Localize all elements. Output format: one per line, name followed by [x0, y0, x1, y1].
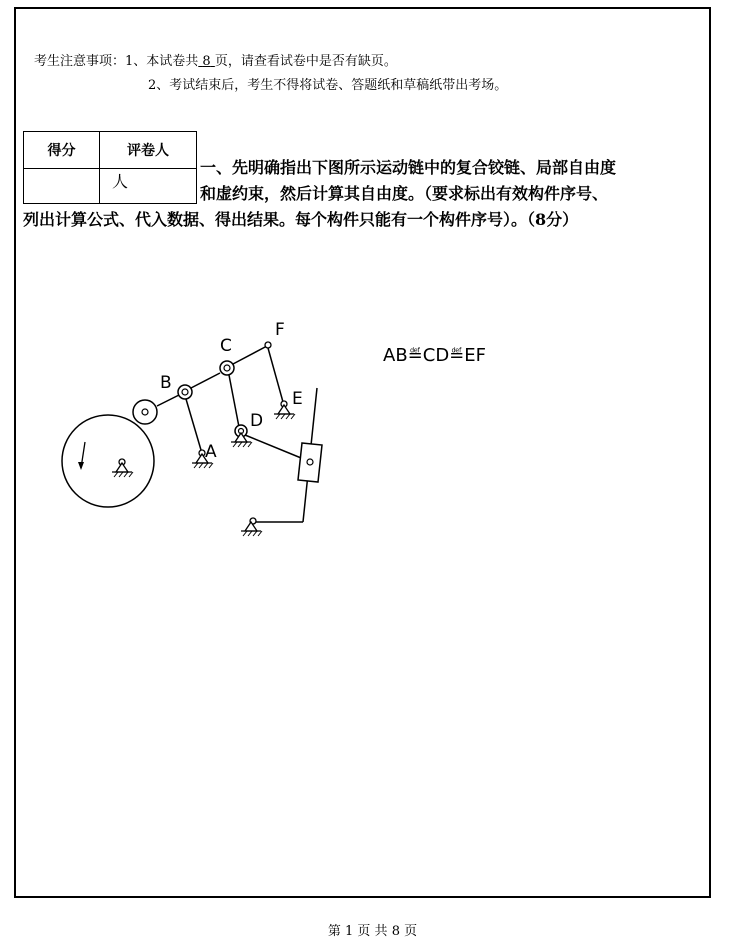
- grader-header: 评卷人: [100, 132, 197, 169]
- page-footer: 第 1 页 共 8 页: [327, 924, 418, 939]
- ground-bottom-icon: [241, 522, 262, 536]
- label-A: A: [205, 442, 217, 462]
- notice-suffix: 页，请查看试卷中是否有缺页。: [214, 54, 397, 69]
- cam-ground-icon: [112, 463, 133, 477]
- label-B: B: [160, 373, 172, 393]
- grader-cell[interactable]: 人: [100, 169, 197, 204]
- page-count: 8: [202, 54, 211, 69]
- ground-D-icon: [231, 433, 252, 447]
- parallel-relation: AB≝CD≝EF: [383, 345, 486, 366]
- cam-disk: [62, 415, 154, 507]
- question-line-3: 列出计算公式、代入数据、得出结果。每个构件只能有一个构件序号）。（8分）: [23, 210, 579, 229]
- notice-line-2: 2、考试结束后，考生不得将试卷、答题纸和草稿纸带出考场。: [148, 78, 508, 93]
- notice-prefix: 考生注意事项：1、本试卷共: [34, 54, 199, 69]
- question-line-1: 一、先明确指出下图所示运动链中的复合铰链、局部自由度: [200, 158, 617, 177]
- label-D: D: [250, 411, 264, 431]
- question-line-2: 和虚约束，然后计算其自由度。（要求标出有效构件序号、: [200, 184, 609, 203]
- label-E: E: [292, 389, 303, 409]
- label-F: F: [275, 320, 285, 340]
- score-header: 得分: [24, 132, 100, 169]
- label-C: C: [220, 336, 232, 356]
